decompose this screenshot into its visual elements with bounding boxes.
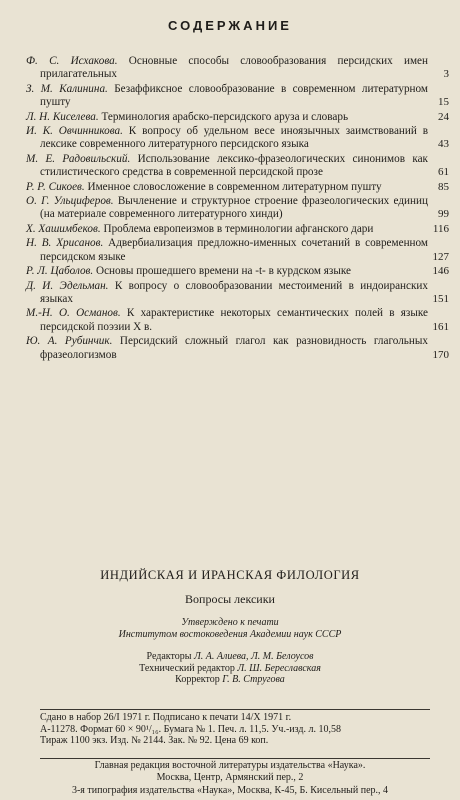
divider-top	[40, 709, 430, 710]
toc-page-number: 116	[432, 222, 449, 235]
toc-author: З. М. Калинина.	[26, 82, 108, 95]
tech-editor-name: Л. Ш. Береславская	[237, 662, 321, 674]
book-imprint	[0, 568, 460, 686]
toc-author: Д. И. Эдельман.	[26, 279, 109, 292]
toc-page-number: 170	[432, 348, 449, 361]
toc-title: Именное словосложение в современном литературном пушту	[84, 180, 382, 193]
approval-line-2: Институтом востоковедения Академии наук СССР	[118, 629, 342, 640]
toc-author: Ю. А. Рубинчик.	[26, 335, 113, 348]
toc-entry	[26, 237, 449, 264]
table-of-contents	[26, 55, 449, 363]
toc-entry-text	[26, 223, 446, 236]
toc-page-number: 99	[438, 208, 449, 221]
toc-author: Л. Н. Киселева.	[26, 110, 99, 123]
tech-editor-label: Технический редактор	[139, 662, 238, 674]
toc-author: Р. Л. Цаболов.	[26, 265, 94, 278]
toc-entry	[26, 152, 449, 180]
toc-page-number: 151	[432, 292, 449, 305]
toc-page-number: 15	[438, 96, 449, 109]
toc-entry	[26, 125, 449, 152]
toc-page-number: 161	[432, 320, 449, 333]
toc-title: Персидский сложный глагол как разновидность глагольных фразеологизмов	[40, 335, 428, 361]
toc-entry	[26, 279, 449, 307]
toc-entry-text	[26, 265, 446, 278]
toc-page-number: 3	[443, 68, 449, 81]
tech-editor-line	[0, 663, 460, 675]
toc-entry	[26, 82, 449, 110]
corrector-label: Корректор	[175, 674, 223, 685]
toc-title: Адвербиализация предложно-именных сочетаний в современном персидском языке	[40, 237, 428, 263]
toc-entry-text	[26, 83, 446, 110]
printing-line-2: А-11278. Формат 60 × 90¹/₁₆. Бумага № 1. Печ. л. 11,5. Уч.-изд. л. 10,58	[40, 723, 341, 735]
corrector-name: Г. В. Стругова	[222, 674, 285, 685]
editors-block	[0, 651, 460, 686]
toc-author: Ф. С. Исхакова.	[26, 55, 118, 67]
editors-line	[0, 651, 460, 663]
toc-entry	[26, 55, 449, 82]
approval-line-1: Утверждено к печати	[181, 617, 279, 628]
toc-entry-text	[26, 280, 446, 307]
toc-title: Использование лексико-фразеологических синонимов как стилистического средства в современной персидской прозе	[40, 152, 428, 179]
toc-title: Терминология арабско-персидского аруза и словарь	[98, 110, 349, 123]
toc-author: М.-Н. О. Османов.	[26, 307, 121, 320]
toc-entry	[26, 110, 449, 124]
toc-entry-text	[26, 307, 446, 334]
toc-entry	[26, 265, 449, 278]
toc-page-number: 61	[438, 166, 449, 179]
toc-entry	[26, 222, 449, 236]
toc-author: О. Г. Ульциферов.	[26, 195, 114, 208]
series-title: ИНДИЙСКАЯ И ИРАНСКАЯ ФИЛОЛОГИЯ	[100, 568, 360, 582]
toc-page-number: 85	[438, 180, 449, 193]
toc-entry-text	[26, 181, 446, 194]
approval-note	[0, 617, 460, 641]
toc-title: К вопросу о словообразовании местоимений в индоиранских языках	[40, 279, 428, 305]
printing-line-3: Тираж 1100 экз. Изд. № 2144. Зак. № 92. Цена 69 коп.	[40, 735, 269, 746]
toc-author: Н. В. Хрисанов.	[26, 237, 104, 250]
toc-page-number: 24	[438, 110, 449, 123]
toc-entry	[26, 335, 449, 362]
toc-entry-text	[26, 335, 446, 362]
book-subtitle: Вопросы лексики	[185, 592, 275, 606]
toc-entry-text	[26, 195, 446, 222]
toc-entry-text	[26, 153, 446, 180]
editors-names: Л. А. Алиева, Л. М. Белоусов	[193, 651, 314, 662]
toc-page-number: 146	[432, 265, 449, 278]
toc-entry	[26, 307, 449, 334]
publisher-line-2: Москва, Центр, Армянский пер., 2	[156, 771, 304, 783]
toc-author: М. Е. Радовильский.	[26, 152, 131, 165]
toc-author: И. К. Овчинникова.	[26, 125, 123, 138]
toc-title: Проблема европеизмов в терминологии афганского дари	[100, 222, 374, 235]
page-title: СОДЕРЖАНИЕ	[168, 18, 292, 33]
publisher-line-1: Главная редакция восточной литературы издательства «Наука».	[94, 760, 366, 771]
toc-title: Безаффиксное словообразование в современном литературном пушту	[40, 82, 428, 109]
toc-title: Основные способы словообразования персидских имен прилагательных	[40, 55, 429, 81]
toc-page-number: 127	[432, 250, 449, 263]
divider-bottom	[40, 758, 430, 759]
toc-title: К вопросу об удельном весе иноязычных заимствований в лексике современного литературного персидского языка	[40, 125, 429, 151]
toc-entry-text	[26, 111, 446, 124]
printing-details	[40, 712, 430, 747]
editors-label: Редакторы	[146, 651, 194, 662]
toc-page-number: 43	[438, 138, 449, 151]
publisher-info	[0, 760, 460, 783]
printing-line-1: Сдано в набор 26/I 1971 г. Подписано к печати 14/X 1971 г.	[40, 712, 292, 723]
toc-entry	[26, 180, 449, 194]
toc-title: Вычленение и структурное строение фразеологических единиц (на материале современного литературного хинди)	[40, 195, 428, 221]
toc-author: Х. Хашимбеков.	[26, 222, 101, 235]
toc-entry-text	[26, 55, 446, 82]
toc-title: Основы прошедшего времени на -t- в курдском языке	[93, 265, 351, 278]
toc-entry-text	[26, 125, 446, 152]
toc-entry-text	[26, 237, 446, 264]
toc-author: Р. Р. Сикоев.	[26, 180, 85, 193]
printer-info: 3-я типография издательства «Наука», Москва, К-45, Б. Кисельный пер., 4	[71, 785, 389, 796]
toc-title: К характеристике некоторых семантических полей в языке персидской поэзии X в.	[40, 307, 428, 333]
corrector-line	[0, 674, 460, 686]
toc-entry	[26, 195, 449, 222]
